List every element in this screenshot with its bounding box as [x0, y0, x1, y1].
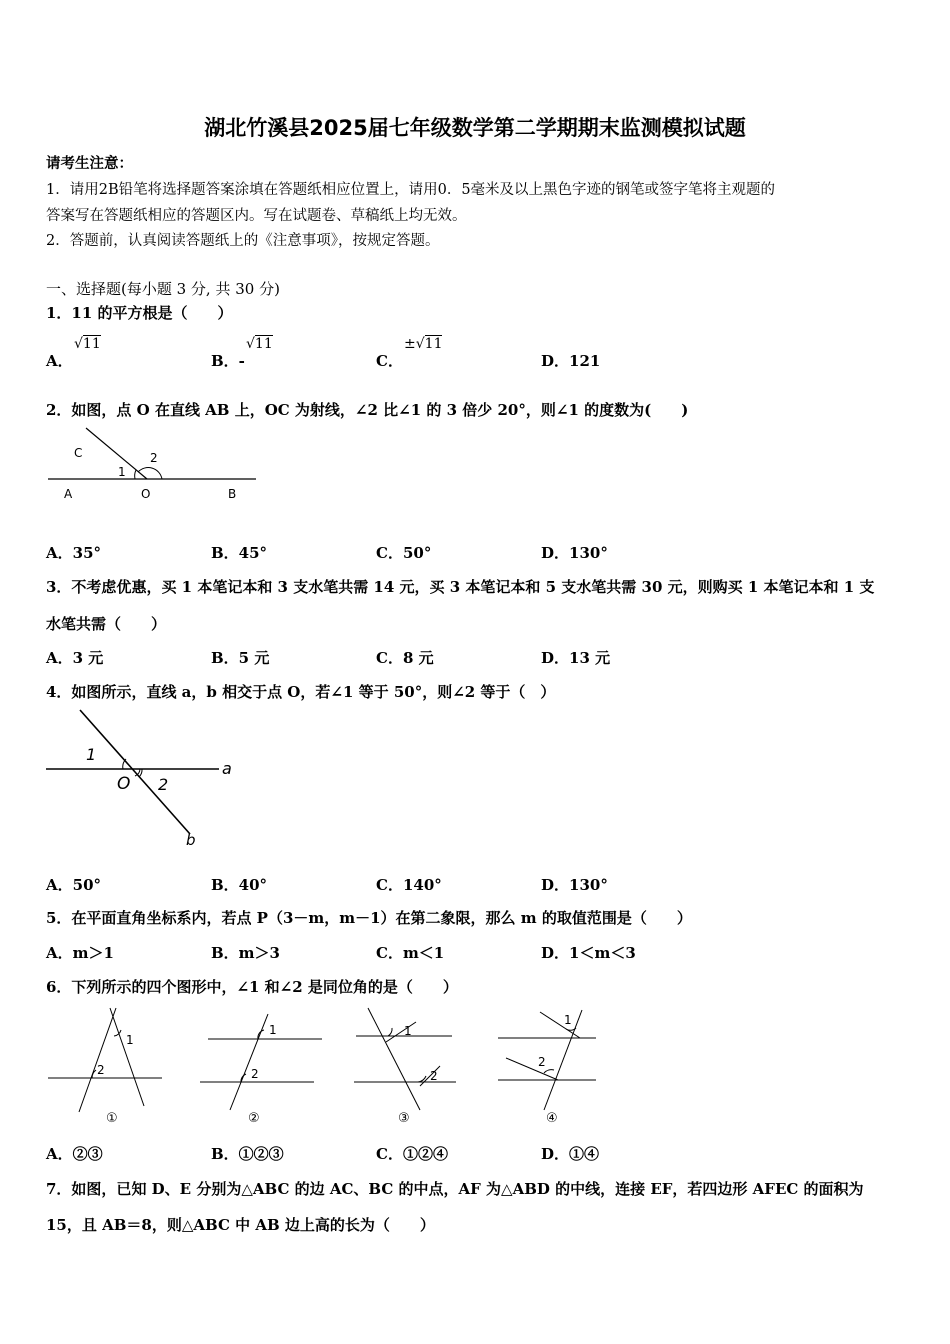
- q1-sqrt-b: √11: [246, 336, 273, 352]
- q2-option-a: A．35°: [46, 544, 102, 562]
- q6f4-label-1: 1: [564, 1013, 572, 1027]
- q5-option-a: A．m＞1: [46, 944, 114, 962]
- q6f4-label-2: 2: [538, 1055, 546, 1069]
- notes-line1b: 答案写在答题纸相应的答题区内。写在试题卷、草稿纸上均无效。: [46, 208, 467, 224]
- q2-text: 2．如图，点 O 在直线 AB 上，OC 为射线，∠2 比∠1 的 3 倍少 20°，则∠1 的度数为( ): [46, 401, 689, 419]
- q5-text: 5．在平面直角坐标系内，若点 P（3－m，m－1）在第二象限，那么 m 的取值范围是（ ）: [46, 909, 692, 927]
- notes-line2: 2．答题前，认真阅读答题纸上的《注意事项》，按规定答题。: [46, 233, 440, 249]
- q6-text: 6．下列所示的四个图形中，∠1 和∠2 是同位角的是（ ）: [46, 978, 458, 996]
- q6-option-d: D．①④: [541, 1145, 600, 1163]
- q4-option-d: D．130°: [541, 876, 608, 894]
- q1-option-c: C．: [376, 352, 403, 370]
- q1-option-b: B．-: [211, 352, 245, 370]
- q6-figure-2: [198, 1006, 326, 1130]
- q2-option-b: B．45°: [211, 544, 268, 562]
- q6f4-number: ④: [546, 1111, 558, 1126]
- q3-line2: 水笔共需（ ）: [46, 615, 167, 633]
- q2-label-a: A: [64, 487, 73, 501]
- q3-option-b: B．5 元: [211, 649, 270, 667]
- q1-option-d: D．121: [541, 352, 601, 370]
- q4-figure: [44, 706, 239, 851]
- q6f2-label-2: 2: [251, 1067, 259, 1081]
- q5-option-c: C．m＜1: [376, 944, 445, 962]
- notes-heading: 请考生注意：: [46, 155, 133, 172]
- q2-option-c: C．50°: [376, 544, 432, 562]
- q4-text: 4．如图所示，直线 a，b 相交于点 O，若∠1 等于 50°，则∠2 等于（ ）: [46, 683, 556, 701]
- q4-label-o: O: [117, 774, 131, 794]
- q2-label-b: B: [228, 487, 237, 501]
- q4-option-c: C．140°: [376, 876, 442, 894]
- notes-line1a: 1．请用2B铅笔将选择题答案涂填在答题纸相应位置上，请用0．5毫米及以上黑色字迹的钢笔或签字笔将主观题的: [46, 182, 776, 198]
- q6-figure-4: [496, 1006, 600, 1130]
- q3-option-a: A．3 元: [46, 649, 104, 667]
- q6f3-number: ③: [398, 1111, 410, 1126]
- q1-sqrt-c: ±√11: [404, 336, 443, 352]
- q6f1-label-2: 2: [97, 1063, 105, 1077]
- q4-label-a: a: [222, 759, 232, 778]
- q3-option-d: D．13 元: [541, 649, 611, 667]
- q1-sqrt-a: √11: [74, 336, 101, 352]
- page-title: 湖北竹溪县2025届七年级数学第二学期期末监测模拟试题: [204, 116, 746, 140]
- q7-line1: 7．如图，已知 D、E 分别为△ABC 的边 AC、BC 的中点，AF 为△ABD 的中线，连接 EF，若四边形 AFEC 的面积为: [46, 1180, 864, 1198]
- q6f3-label-1: 1: [404, 1024, 412, 1038]
- q6f3-label-2: 2: [430, 1069, 438, 1083]
- q6-option-c: C．①②④: [376, 1145, 448, 1163]
- q6f2-label-1: 1: [269, 1023, 277, 1037]
- q6-option-a: A．②③: [46, 1145, 103, 1163]
- q5-option-b: B．m＞3: [211, 944, 280, 962]
- q2-label-1: 1: [118, 465, 126, 479]
- q6-figure-1: [46, 1006, 166, 1130]
- q6f1-label-1: 1: [126, 1033, 134, 1047]
- q1-text: 1．11 的平方根是（ ）: [46, 304, 233, 322]
- q4-option-b: B．40°: [211, 876, 268, 894]
- q2-label-c: C: [74, 446, 83, 460]
- q1-option-a: A．: [46, 352, 73, 370]
- q3-line1: 3．不考虑优惠，买 1 本笔记本和 3 支水笔共需 14 元，买 3 本笔记本和 5 支水笔共需 30 元，则购买 1 本笔记本和 1 支: [46, 578, 875, 596]
- q6f1-number: ①: [106, 1111, 118, 1126]
- section-heading: 一、选择题(每小题 3 分, 共 30 分): [46, 280, 280, 298]
- q3-option-c: C．8 元: [376, 649, 434, 667]
- q5-option-d: D．1＜m＜3: [541, 944, 636, 962]
- q6-figure-3: [352, 1006, 462, 1130]
- q2-figure: [46, 426, 258, 506]
- q7-line2: 15，且 AB＝8，则△ABC 中 AB 边上高的长为（ ）: [46, 1216, 435, 1234]
- q2-option-d: D．130°: [541, 544, 608, 562]
- q2-label-o: O: [141, 487, 151, 501]
- q6-option-b: B．①②③: [211, 1145, 284, 1163]
- q6f2-number: ②: [248, 1111, 260, 1126]
- q4-option-a: A．50°: [46, 876, 102, 894]
- q4-label-b: b: [186, 831, 196, 849]
- q4-label-2: 2: [158, 775, 169, 794]
- q4-label-1: 1: [86, 745, 97, 764]
- q2-label-2: 2: [150, 451, 158, 465]
